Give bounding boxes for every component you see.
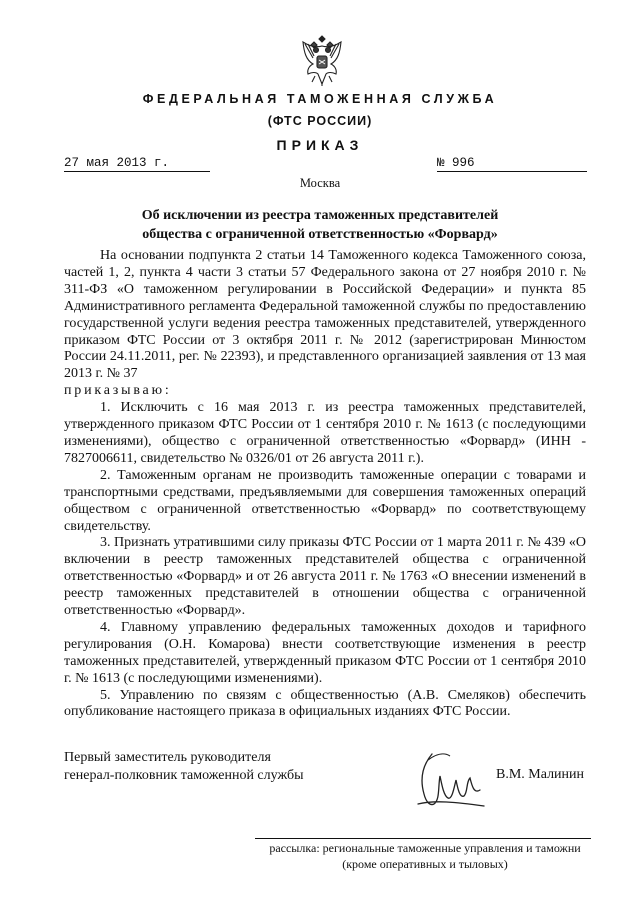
mailing-list <box>255 840 595 872</box>
agency-short-name: (ФТС РОССИИ) <box>267 114 373 128</box>
signatory-position <box>64 749 303 784</box>
order-item-3: 3. Признать утратившими силу приказы ФТС России от 1 марта 2011 г. № 439 «О включении в реестр таможенных представителей общества с ограниченной ответственностью «Форвард» и от 26 августа 2011 г. № 1763 «О внесении изменений в реестр таможенных представителей в отношении общества с ограниченной ответственностью «Форвард». <box>64 535 586 619</box>
order-item-4: 4. Главному управлению федеральных таможенных доходов и тарифного регулирования (О.Н. Комарова) внести соответствующие изменения в реестр таможенных представителей, утвержденный приказом ФТС России от 1 сентября 2010 г. № 1613 (с последующими изменениями). <box>64 619 586 686</box>
signatory-position-line-2: генерал-полковник таможенной службы <box>64 767 304 783</box>
document-body <box>64 248 586 721</box>
coat-of-arms-icon <box>297 32 347 88</box>
mailing-line-2: (кроме оперативных и тыловых) <box>342 857 508 871</box>
title-line-1: Об исключении из реестра таможенных представителей <box>141 208 499 223</box>
order-item-1: 1. Исключить с 16 мая 2013 г. из реестра таможенных представителей, утвержденного приказом ФТС России от 1 сентября 2010 г. № 1613 (с последующими изменениями), общество с ограниченной ответственностью «Форвард» (ИНН - 7827006611, свидетельство № 0326/01 от 26 августа 2011 г.). <box>64 400 586 466</box>
order-date: 27 мая 2013 г. <box>64 156 210 172</box>
order-item-5: 5. Управлению по связям с общественностью (А.В. Смеляков) обеспечить опубликование настоящего приказа в официальных изданиях ФТС России. <box>64 687 586 720</box>
order-item-2: 2. Таможенным органам не производить таможенные операции с товарами и транспортными средствами, предъявляемыми для совершения таможенных операций обществом с ограниченной ответственностью «Форвард» по соответствующему свидетельству. <box>64 467 586 534</box>
title-line-2: общества с ограниченной ответственностью «Форвард» <box>142 227 498 242</box>
city: Москва <box>299 176 341 190</box>
preamble-text: На основании подпункта 2 статьи 14 Таможенного кодекса Таможенного союза, частей 1, 2, пункта 4 части 3 статьи 57 Федерального закона от 27 ноября 2010 г. № 311-ФЗ «О таможенном регулировании в Российской Федерации» и пункта 85 Административного регламента Федеральной таможенной службы по предоставлению государственной услуги ведения реестра таможенных представителей, утвержденного приказом ФТС России от 3 октября 2011 г. № 2012 (зарегистрирован Минюстом России 24.11.2011, рег. № 22393), и представленного организацией заявления от 13 мая 2013 г. № 37 <box>64 248 586 382</box>
document-type: ПРИКАЗ <box>276 137 364 153</box>
preamble-paragraph <box>64 248 586 383</box>
order-number: № 996 <box>437 156 587 172</box>
handwritten-signature <box>410 746 490 816</box>
agency-name: ФЕДЕРАЛЬНАЯ ТАМОЖЕННАЯ СЛУЖБА <box>142 92 498 106</box>
order-word: приказываю: <box>64 383 172 399</box>
signatory-position-line-1: Первый заместитель руководителя <box>64 750 271 765</box>
mailing-divider <box>255 838 591 839</box>
signatory-name: В.М. Малинин <box>496 767 585 782</box>
document-title <box>60 206 580 244</box>
mailing-line-1: рассылка: региональные таможенные управления и таможни <box>269 841 581 855</box>
